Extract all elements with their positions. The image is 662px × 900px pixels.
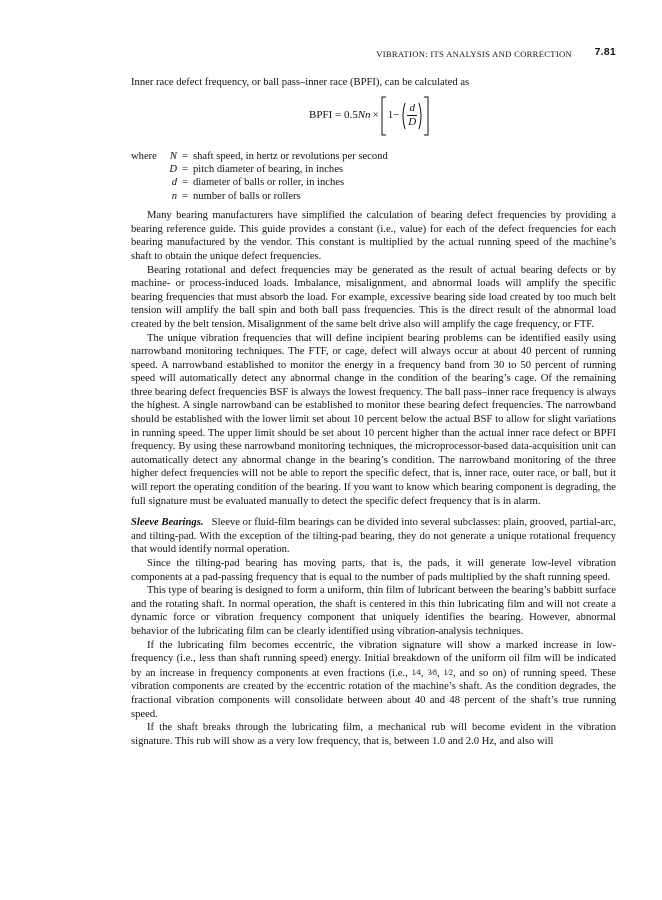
section-heading: Sleeve Bearings. [131, 517, 204, 529]
definition-symbol: D [169, 163, 177, 175]
equation-times: × [372, 108, 379, 121]
paragraph-text: , and so on) of running speed. These vibration components are created by the eccentric rotation of the machine’s shaft. As the condition degrades, the fractional vibration components will consolidate between about 40 and 48 percent of the shaft’s true running speed. [131, 667, 617, 720]
where-label: where [131, 150, 157, 162]
fraction-denominator: D [408, 116, 417, 129]
left-paren [401, 102, 406, 130]
running-head [131, 46, 616, 60]
where-label [131, 190, 163, 203]
definition-symbol: N [169, 150, 177, 162]
body-paragraph: Bearing rotational and defect frequencies may be generated as the result of actual bearing defects or by machine- or process-induced loads. Imbalance, misalignment, and abnormal loads will amplify the specific bearing frequencies that must absorb the load. For example, excessive bearing side load created by too much belt tension will amplify the ball spin and both ball pass frequencies. This is the direct result of the abnormal load created by the belt tension. Misalignment of the same belt drive also will amplify the cage frequency, or FTF. [131, 264, 616, 330]
definition-equals: = [182, 177, 188, 189]
definition-equals: = [182, 190, 188, 202]
definition-equals: = [182, 150, 188, 162]
equation-vars: Nn [357, 108, 371, 121]
section-first-text: Sleeve or fluid-film bearings can be divided into several subclasses: plain, grooved, partial-arc, and tilting-pad. With the exception of the tilting-pad bearing, they do not generate a unique rotational frequency that would identify normal operation. [131, 517, 616, 556]
fraction-quarter: 1⁄4 [411, 667, 422, 677]
equation-one-minus: 1− [387, 108, 400, 121]
right-bracket [423, 96, 429, 136]
left-bracket [381, 96, 387, 136]
definition-text: shaft speed, in hertz or revolutions per second [193, 150, 388, 162]
running-head-title: VIBRATION: ITS ANALYSIS AND CORRECTION [376, 49, 572, 59]
variable-definitions [131, 150, 616, 204]
document-page [131, 46, 616, 748]
equation-fraction [407, 103, 417, 128]
paragraph-text: If the lubricating film becomes eccentric, the vibration signature will show a marked increase in low-frequency (i.e., less than shaft running speed) energy. Initial breakdown of the uniform oil film will be indicated by an increase in frequency components at even fractions (i.e., [131, 639, 616, 679]
body-paragraph: If the lubricating film becomes eccentric, the vibration signature will show a marked increase in low-frequency (i.e., less than shaft running speed) energy. Initial breakdown of the uniform oil film will be indicated by an increase in frequency components at even fractions (i.e., 1⁄4, 3⁄8, 1⁄2, and so on) of running speed. These vibration components are created by the eccentric rotation of the machine’s shaft. As the condition degrades, the fractional vibration components will consolidate between about 40 and 48 percent of the shaft’s true running speed. [131, 639, 617, 720]
equation-lhs: BPFI = 0.5 [309, 108, 358, 121]
definition-row [131, 163, 616, 176]
definition-text: number of balls or rollers [193, 190, 301, 202]
definition-symbol: d [171, 177, 177, 189]
page-number: 7.81 [594, 47, 616, 58]
definition-row [131, 176, 616, 189]
fraction-three-eighths: 3⁄8 [427, 667, 438, 677]
sleeve-bearings-paragraph [131, 516, 616, 557]
body-paragraph: The unique vibration frequencies that will define incipient bearing problems can be identified easily using narrowband monitoring techniques. The FTF, or cage, defect will always occur at about 40 percent of running speed. A narrowband established to monitor the energy in a frequency band from 30 to 50 percent of running speed will automatically detect any abnormal change in the condition of the bearing’s cage. Of the remaining three bearing defect frequencies BSF is always the lowest frequency. The ball pass–inner race frequency is always the highest. A single narrowband can be established to monitor these bearing defect frequencies. The narrowband should be established with the lower limit set about 10 percent below the actual BSF to allow for slight variations in running speed. The upper limit should be set about 10 percent higher than the actual inner race defect or BPFI frequency. By using these narrowband monitoring techniques, the microprocessor-based data-acquisition unit can automatically detect any abnormal change in the bearing’s condition. The narrowband monitoring of the three higher defect frequencies will not be able to report the specific defect, that is, inner race, outer race, or ball, but it will report the operating condition of the bearing. If you want to know which bearing component is degrading, the full signature must be evaluated manually to detect the specific defect frequency that is in alarm. [131, 332, 616, 507]
where-label [131, 163, 163, 176]
definition-text: pitch diameter of bearing, in inches [193, 163, 344, 175]
body-paragraph: If the shaft breaks through the lubricating film, a mechanical rub will become evident in the vibration signature. This rub will show as a very low frequency, that is, between 1.0 and 2.0 Hz, and also will [131, 722, 616, 747]
body-paragraph: Since the tilting-pad bearing has moving parts, that is, the pads, it will generate low-level vibration components at a pad-passing frequency that is equal to the number of pads multiplied by the shaft running speed. [131, 558, 616, 583]
body-paragraph: This type of bearing is designed to form a uniform, thin film of lubricant between the bearing’s babbitt surface and the rotating shaft. In normal operation, the shaft is centered in this thin lubricating film and will not create a dynamic force or vibration frequency component that uniquely identifies the bearing. However, abnormal behavior of the lubricating film can be clearly identified using vibration-analysis techniques. [131, 585, 616, 637]
where-label [131, 176, 163, 189]
body-paragraph: Many bearing manufacturers have simplified the calculation of bearing defect frequencies by providing a bearing reference guide. This guide provides a constant (i.e., value) for each of the defect frequencies for each bearing manufactured by the vendor. This constant is multiplied by the actual running speed of the machine’s shaft to obtain the unique defect frequencies. [131, 210, 616, 262]
intro-text: Inner race defect frequency, or ball pass–inner race (BPFI), can be calculated as [131, 77, 470, 88]
definition-text: diameter of balls or roller, in inches [193, 177, 345, 189]
fraction-half: 1⁄2 [443, 667, 454, 677]
definition-equals: = [182, 163, 188, 175]
fraction-numerator: d [409, 102, 415, 115]
definition-row [131, 190, 616, 203]
definition-row [131, 150, 616, 163]
bpfi-equation [131, 90, 616, 146]
definition-symbol: n [171, 190, 177, 202]
